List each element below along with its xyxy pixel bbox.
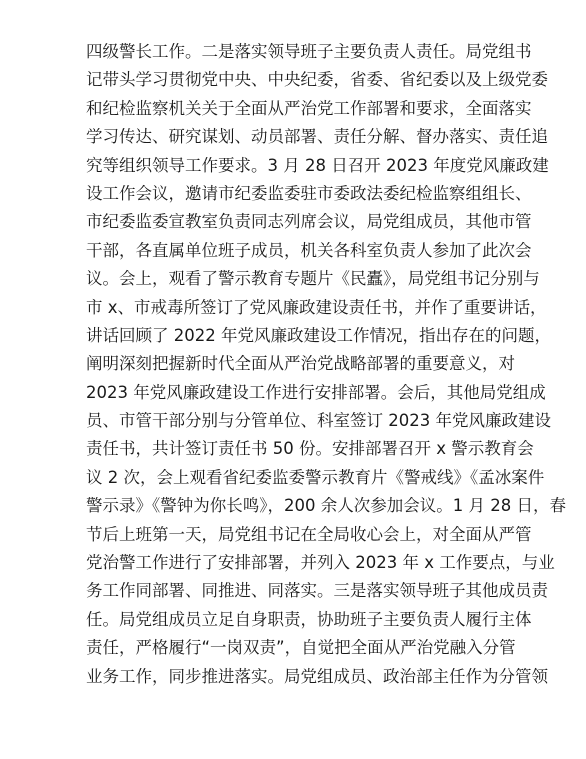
text-line: 节后上班第一天，局党组书记在全局收心会上，对全面从严管 xyxy=(86,524,532,544)
text-line: 四级警长工作。二是落实领导班子主要负责人责任。局党组书 xyxy=(86,42,532,61)
text-line: 警示录》《警钟为你长鸣》，200 余人次参加会议。1 月 28 日，春 xyxy=(86,496,566,516)
text-line: 市 x、市戒毒所签订了党风廉政建设责任书，并作了重要讲话， xyxy=(86,297,547,317)
text-line: 学习传达、研究谋划、动员部署、责任分解、督办落实、责任追 xyxy=(86,127,548,147)
text-line: 讲话回顾了 2022 年党风廉政建设工作情况，指出存在的问题， xyxy=(86,325,551,345)
text-line: 任。局党组成员立足自身职责，协助班子主要负责人履行主体 xyxy=(86,609,532,629)
text-line: 责任书，共计签订责任书 50 份。安排部署召开 x 警示教育会 xyxy=(86,439,534,459)
text-line: 干部，各直属单位班子成员，机关各科室负责人参加了此次会 xyxy=(86,240,532,260)
text-line: 责任，严格履行“一岗双责”，自觉把全面从严治党融入分管 xyxy=(86,638,516,658)
text-line: 2023 年党风廉政建设工作进行安排部署。会后，其他局党组成 xyxy=(86,382,546,402)
text-line: 究等组织领导工作要求。3 月 28 日召开 2023 年度党风廉政建 xyxy=(86,155,549,175)
body-paragraph xyxy=(86,38,566,691)
text-line: 和纪检监察机关关于全面从严治党工作部署和要求，全面落实 xyxy=(86,98,532,118)
text-line: 阐明深刻把握新时代全面从严治党战略部署的重要意义，对 xyxy=(86,354,515,374)
text-line: 党治警工作进行了安排部署，并列入 2023 年 x 工作要点，与业 xyxy=(86,553,555,573)
text-line: 业务工作，同步推进落实。局党组成员、政治部主任作为分管领 xyxy=(86,666,548,686)
text-line: 记带头学习贯彻党中央、中央纪委，省委、省纪委以及上级党委 xyxy=(86,70,548,90)
text-line: 设工作会议，邀请市纪委监委驻市委政法委纪检监察组组长、 xyxy=(86,183,532,203)
text-line: 员、市管干部分别与分管单位、科室签订 2023 年党风廉政建设 xyxy=(86,411,551,431)
text-line: 市纪委监委宣教室负责同志列席会议，局党组成员，其他市管 xyxy=(86,212,532,232)
text-line: 务工作同部署、同推进、同落实。三是落实领导班子其他成员责 xyxy=(86,581,548,601)
text-line: 议 2 次，会上观看省纪委监委警示教育片《警戒线》《孟冰案件 xyxy=(86,467,545,487)
text-line: 议。会上，观看了警示教育专题片《民蠹》，局党组书记分别与 xyxy=(86,269,540,289)
